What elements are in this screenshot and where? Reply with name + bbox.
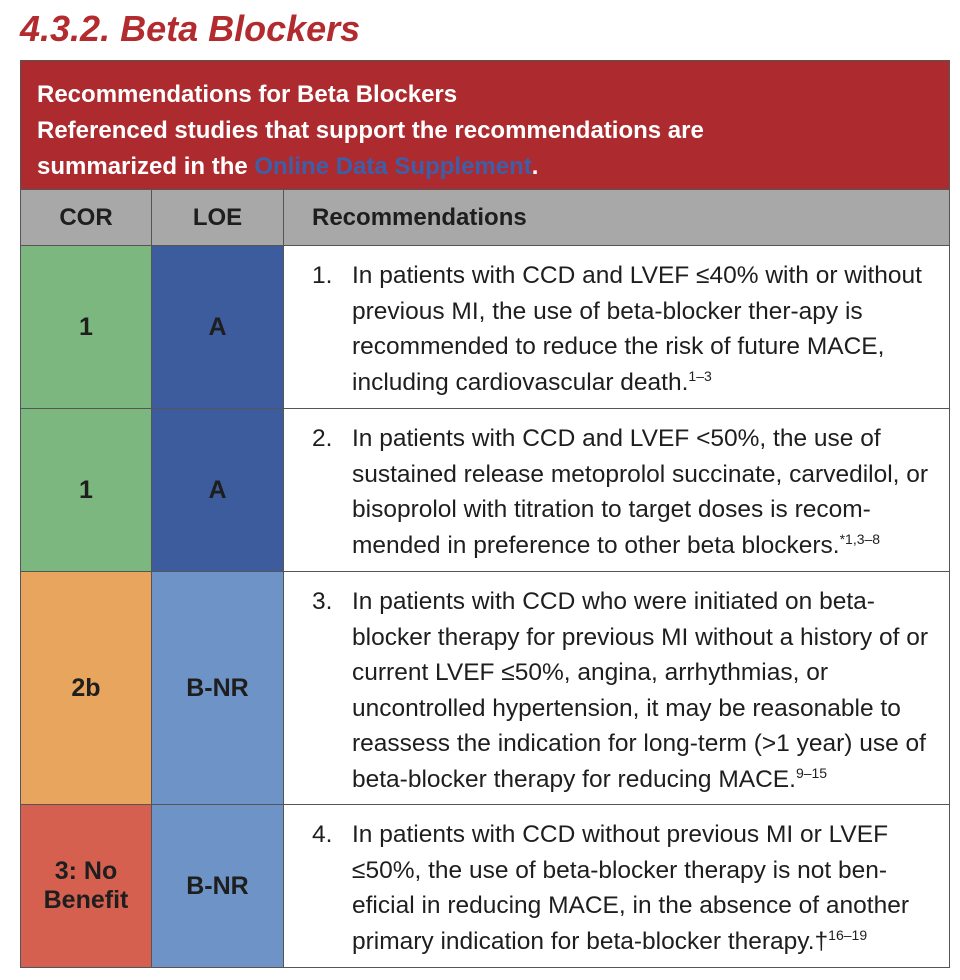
subtitle-period: . — [531, 153, 539, 180]
reference-superscript: 16–19 — [828, 926, 868, 943]
recommendation-body: In patients with CCD and LVEF ≤40% with or without previous MI, the use of beta-blocker ther-apy is recommended to reduce the risk of future MACE, including cardiovascular death. — [352, 262, 922, 396]
cor-cell: 1 — [21, 246, 152, 408]
reference-superscript: 9–15 — [795, 764, 828, 781]
subtitle-text: summarized in the — [37, 153, 255, 180]
online-data-supplement-link[interactable]: Online Data Supplement — [254, 153, 532, 180]
cor-cell: 3: No Benefit — [21, 805, 152, 967]
section-title: 4.3.2. Beta Blockers — [20, 8, 361, 49]
table-title: Recommendations for Beta Blockers — [37, 81, 458, 108]
loe-cell: B-NR — [152, 572, 284, 804]
recommendation-text — [352, 258, 941, 402]
cor-cell: 1 — [21, 409, 152, 571]
recommendation-cell — [284, 246, 949, 408]
table-header-band — [21, 61, 949, 189]
recommendation-text — [352, 584, 941, 798]
recommendation-row-1 — [21, 245, 949, 408]
recommendation-number: 1. — [312, 262, 333, 289]
table-subtitle-line-2 — [37, 149, 933, 185]
column-header-row — [21, 189, 949, 245]
recommendation-number: 2. — [312, 425, 333, 452]
recommendation-body: In patients with CCD without previous MI or LVEF ≤50%, the use of beta-blocker therapy is not ben-eficial in reducing MACE, in the absence of another primary indication for beta-blocker therapy.† — [352, 821, 910, 955]
recommendation-number: 3. — [312, 588, 333, 615]
loe-cell: B-NR — [152, 805, 284, 967]
recommendation-text — [352, 817, 941, 961]
recommendation-row-2 — [21, 408, 949, 571]
column-header-recommendations: Recommendations — [312, 203, 527, 231]
recommendations-table — [20, 60, 950, 968]
loe-cell: A — [152, 246, 284, 408]
cor-cell: 2b — [21, 572, 152, 804]
recommendation-cell — [284, 409, 949, 571]
reference-superscript: 1–3 — [688, 367, 712, 384]
recommendation-cell — [284, 572, 949, 804]
loe-cell: A — [152, 409, 284, 571]
column-header-loe: LOE — [152, 190, 284, 245]
column-header-cor: COR — [21, 190, 152, 245]
reference-superscript: *1,3–8 — [839, 530, 881, 547]
recommendation-number: 4. — [312, 821, 333, 848]
recommendation-body: In patients with CCD who were initiated on beta-blocker therapy for previous MI without a history of or current LVEF ≤50%, angina, arrhythmias, or uncontrolled hypertension, it may be reasonable to reassess the indication for long-term (>1 year) use of beta-blocker therapy for reducing MACE. — [352, 588, 929, 793]
recommendation-row-4 — [21, 804, 949, 967]
recommendation-body: In patients with CCD and LVEF <50%, the use of sustained release metoprolol succinate, carvedilol, or bisoprolol with titration to target doses is recom-mended in preference to other beta blockers. — [352, 425, 929, 559]
recommendation-cell — [284, 805, 949, 967]
recommendation-text — [352, 421, 941, 565]
table-subtitle-line: Referenced studies that support the recommendations are — [37, 117, 704, 144]
recommendation-row-3 — [21, 571, 949, 804]
